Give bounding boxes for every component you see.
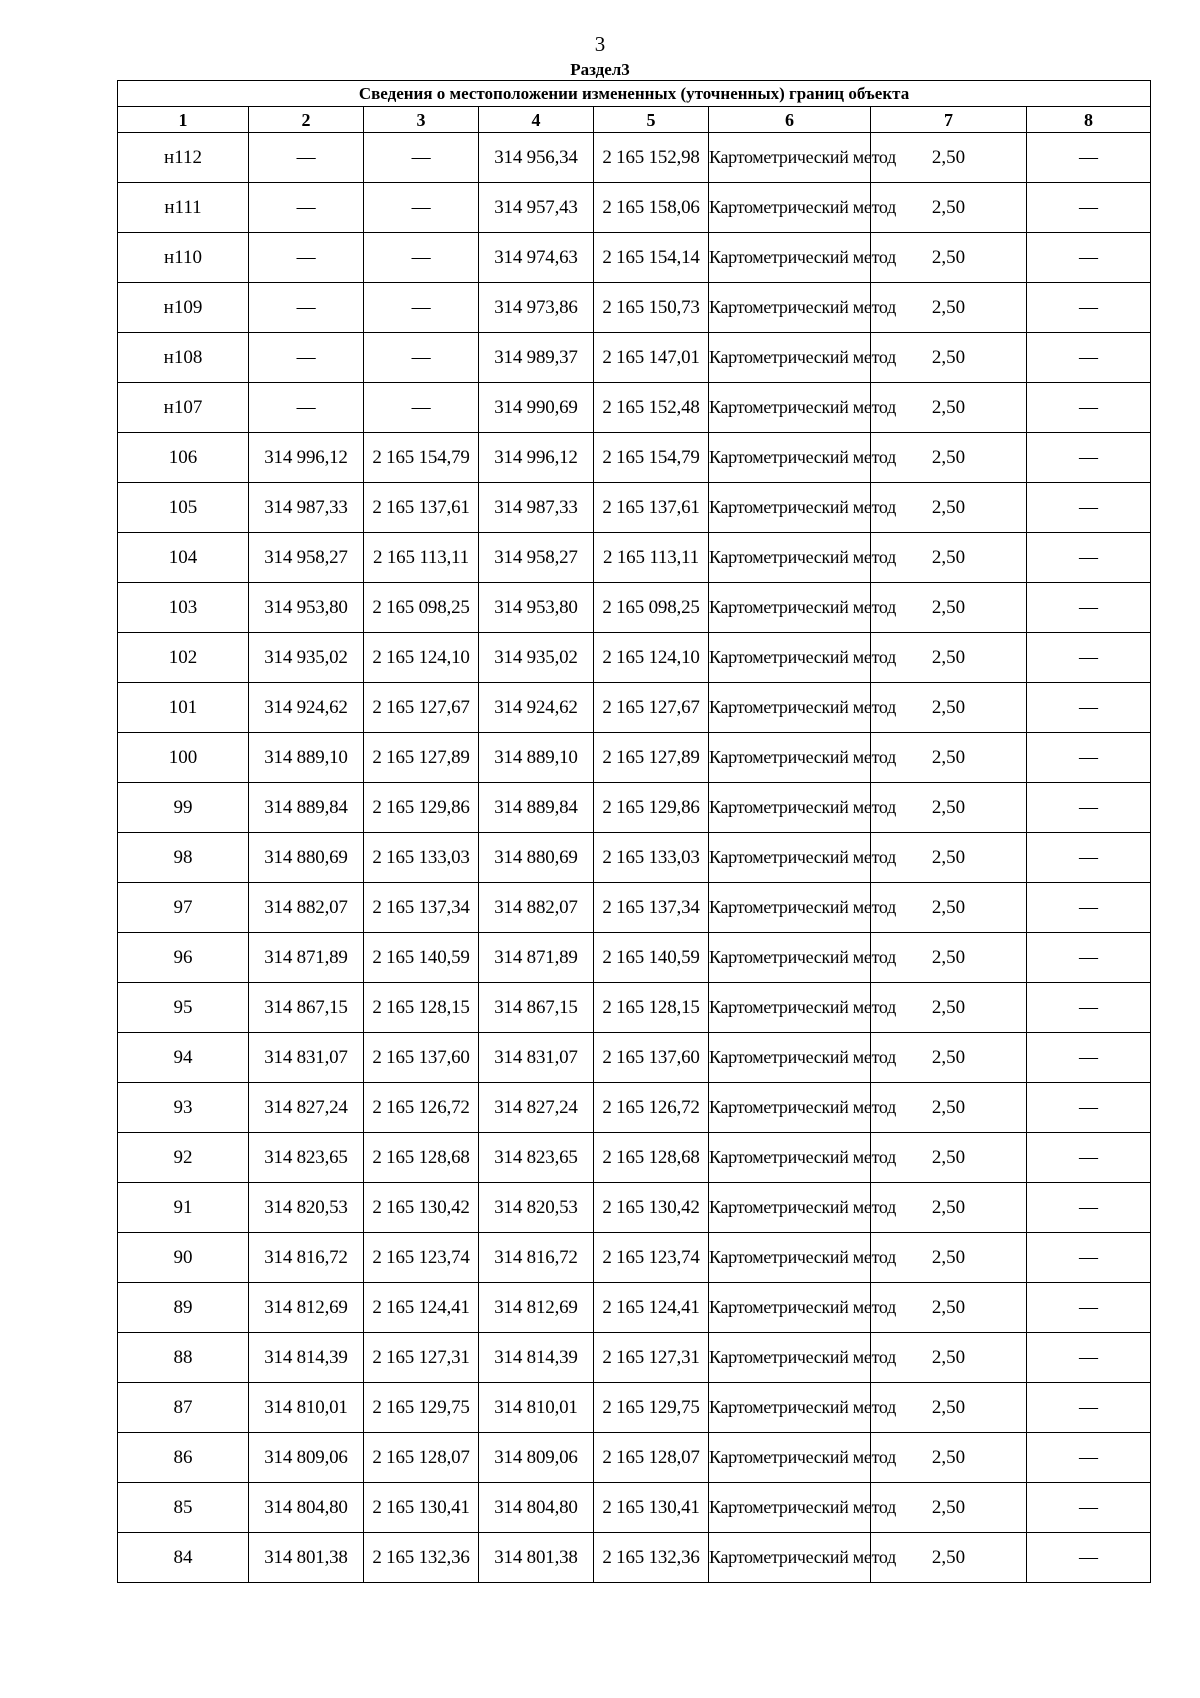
description-cell: — xyxy=(1027,1533,1151,1583)
old-y-cell: — xyxy=(364,183,479,233)
old-x-cell: 314 871,89 xyxy=(249,933,364,983)
old-x-cell: 314 882,07 xyxy=(249,883,364,933)
new-x-cell: 314 924,62 xyxy=(479,683,594,733)
column-header: 4 xyxy=(479,107,594,133)
description-cell: — xyxy=(1027,683,1151,733)
old-x-cell: 314 823,65 xyxy=(249,1133,364,1183)
page-number: 3 xyxy=(594,32,606,56)
precision-cell: 2,50 xyxy=(871,933,1027,983)
new-x-cell: 314 956,34 xyxy=(479,133,594,183)
new-y-cell: 2 165 137,61 xyxy=(594,483,709,533)
new-x-cell: 314 889,84 xyxy=(479,783,594,833)
table-row xyxy=(118,483,1151,533)
description-cell: — xyxy=(1027,1233,1151,1283)
point-number-cell: 102 xyxy=(118,633,249,683)
old-y-cell: 2 165 137,61 xyxy=(364,483,479,533)
precision-cell: 2,50 xyxy=(871,1083,1027,1133)
new-x-cell: 314 812,69 xyxy=(479,1283,594,1333)
description-cell: — xyxy=(1027,183,1151,233)
method-cell: Картометрический метод xyxy=(709,1133,871,1183)
table-row xyxy=(118,1183,1151,1233)
new-y-cell: 2 165 150,73 xyxy=(594,283,709,333)
precision-cell: 2,50 xyxy=(871,883,1027,933)
table-row xyxy=(118,233,1151,283)
table-row xyxy=(118,1283,1151,1333)
precision-cell: 2,50 xyxy=(871,583,1027,633)
new-x-cell: 314 957,43 xyxy=(479,183,594,233)
point-number-cell: 91 xyxy=(118,1183,249,1233)
new-x-cell: 314 935,02 xyxy=(479,633,594,683)
point-number-cell: 84 xyxy=(118,1533,249,1583)
old-x-cell: 314 820,53 xyxy=(249,1183,364,1233)
description-cell: — xyxy=(1027,1333,1151,1383)
table-row xyxy=(118,683,1151,733)
old-y-cell: 2 165 133,03 xyxy=(364,833,479,883)
new-x-cell: 314 831,07 xyxy=(479,1033,594,1083)
old-x-cell: 314 827,24 xyxy=(249,1083,364,1133)
method-cell: Картометрический метод xyxy=(709,1433,871,1483)
point-number-cell: 86 xyxy=(118,1433,249,1483)
method-cell: Картометрический метод xyxy=(709,1083,871,1133)
method-cell: Картометрический метод xyxy=(709,433,871,483)
new-x-cell: 314 987,33 xyxy=(479,483,594,533)
old-x-cell: 314 889,84 xyxy=(249,783,364,833)
new-x-cell: 314 953,80 xyxy=(479,583,594,633)
point-number-cell: 88 xyxy=(118,1333,249,1383)
new-x-cell: 314 814,39 xyxy=(479,1333,594,1383)
method-cell: Картометрический метод xyxy=(709,233,871,283)
table-header-row xyxy=(118,107,1151,133)
new-y-cell: 2 165 137,34 xyxy=(594,883,709,933)
point-number-cell: н109 xyxy=(118,283,249,333)
method-cell: Картометрический метод xyxy=(709,733,871,783)
table-row xyxy=(118,533,1151,583)
old-y-cell: — xyxy=(364,333,479,383)
new-x-cell: 314 827,24 xyxy=(479,1083,594,1133)
method-cell: Картометрический метод xyxy=(709,1233,871,1283)
old-x-cell: — xyxy=(249,133,364,183)
old-x-cell: 314 810,01 xyxy=(249,1383,364,1433)
method-cell: Картометрический метод xyxy=(709,533,871,583)
precision-cell: 2,50 xyxy=(871,233,1027,283)
point-number-cell: н107 xyxy=(118,383,249,433)
old-x-cell: 314 889,10 xyxy=(249,733,364,783)
new-y-cell: 2 165 158,06 xyxy=(594,183,709,233)
point-number-cell: 104 xyxy=(118,533,249,583)
description-cell: — xyxy=(1027,1433,1151,1483)
new-x-cell: 314 880,69 xyxy=(479,833,594,883)
description-cell: — xyxy=(1027,283,1151,333)
column-header: 2 xyxy=(249,107,364,133)
new-x-cell: 314 889,10 xyxy=(479,733,594,783)
old-y-cell: 2 165 123,74 xyxy=(364,1233,479,1283)
old-y-cell: 2 165 127,89 xyxy=(364,733,479,783)
old-x-cell: 314 880,69 xyxy=(249,833,364,883)
old-y-cell: 2 165 132,36 xyxy=(364,1533,479,1583)
point-number-cell: 97 xyxy=(118,883,249,933)
new-x-cell: 314 973,86 xyxy=(479,283,594,333)
method-cell: Картометрический метод xyxy=(709,283,871,333)
description-cell: — xyxy=(1027,1183,1151,1233)
point-number-cell: 85 xyxy=(118,1483,249,1533)
table-row xyxy=(118,583,1151,633)
new-x-cell: 314 871,89 xyxy=(479,933,594,983)
precision-cell: 2,50 xyxy=(871,683,1027,733)
point-number-cell: н108 xyxy=(118,333,249,383)
precision-cell: 2,50 xyxy=(871,383,1027,433)
point-number-cell: 101 xyxy=(118,683,249,733)
description-cell: — xyxy=(1027,883,1151,933)
description-cell: — xyxy=(1027,1033,1151,1083)
new-y-cell: 2 165 124,41 xyxy=(594,1283,709,1333)
table-row xyxy=(118,433,1151,483)
precision-cell: 2,50 xyxy=(871,1233,1027,1283)
table-row xyxy=(118,1483,1151,1533)
column-header: 8 xyxy=(1027,107,1151,133)
method-cell: Картометрический метод xyxy=(709,783,871,833)
point-number-cell: 96 xyxy=(118,933,249,983)
new-y-cell: 2 165 126,72 xyxy=(594,1083,709,1133)
table-row xyxy=(118,733,1151,783)
old-x-cell: — xyxy=(249,383,364,433)
table-row xyxy=(118,633,1151,683)
boundary-table xyxy=(117,80,1151,1583)
method-cell: Картометрический метод xyxy=(709,583,871,633)
new-y-cell: 2 165 152,48 xyxy=(594,383,709,433)
method-cell: Картометрический метод xyxy=(709,933,871,983)
new-y-cell: 2 165 133,03 xyxy=(594,833,709,883)
description-cell: — xyxy=(1027,733,1151,783)
old-x-cell: 314 809,06 xyxy=(249,1433,364,1483)
description-cell: — xyxy=(1027,633,1151,683)
new-y-cell: 2 165 128,68 xyxy=(594,1133,709,1183)
point-number-cell: 92 xyxy=(118,1133,249,1183)
table-row xyxy=(118,1533,1151,1583)
new-y-cell: 2 165 147,01 xyxy=(594,333,709,383)
method-cell: Картометрический метод xyxy=(709,483,871,533)
description-cell: — xyxy=(1027,1483,1151,1533)
table-row xyxy=(118,1083,1151,1133)
section-title: Раздел3 xyxy=(570,60,630,79)
point-number-cell: 100 xyxy=(118,733,249,783)
old-x-cell: 314 935,02 xyxy=(249,633,364,683)
point-number-cell: 98 xyxy=(118,833,249,883)
new-y-cell: 2 165 127,31 xyxy=(594,1333,709,1383)
description-cell: — xyxy=(1027,783,1151,833)
table-row xyxy=(118,1383,1151,1433)
point-number-cell: 93 xyxy=(118,1083,249,1133)
method-cell: Картометрический метод xyxy=(709,133,871,183)
new-y-cell: 2 165 129,75 xyxy=(594,1383,709,1433)
description-cell: — xyxy=(1027,983,1151,1033)
precision-cell: 2,50 xyxy=(871,1383,1027,1433)
method-cell: Картометрический метод xyxy=(709,833,871,883)
description-cell: — xyxy=(1027,833,1151,883)
point-number-cell: 94 xyxy=(118,1033,249,1083)
new-x-cell: 314 809,06 xyxy=(479,1433,594,1483)
old-x-cell: 314 924,62 xyxy=(249,683,364,733)
table-row xyxy=(118,883,1151,933)
point-number-cell: 106 xyxy=(118,433,249,483)
precision-cell: 2,50 xyxy=(871,1033,1027,1083)
description-cell: — xyxy=(1027,233,1151,283)
description-cell: — xyxy=(1027,533,1151,583)
method-cell: Картометрический метод xyxy=(709,1333,871,1383)
old-x-cell: 314 812,69 xyxy=(249,1283,364,1333)
table-body xyxy=(118,133,1151,1583)
method-cell: Картометрический метод xyxy=(709,633,871,683)
precision-cell: 2,50 xyxy=(871,783,1027,833)
method-cell: Картометрический метод xyxy=(709,183,871,233)
new-x-cell: 314 867,15 xyxy=(479,983,594,1033)
method-cell: Картометрический метод xyxy=(709,883,871,933)
new-x-cell: 314 974,63 xyxy=(479,233,594,283)
description-cell: — xyxy=(1027,1083,1151,1133)
table-caption: Сведения о местоположении измененных (уточненных) границ объекта xyxy=(118,81,1151,107)
point-number-cell: н110 xyxy=(118,233,249,283)
column-header: 7 xyxy=(871,107,1027,133)
column-header: 3 xyxy=(364,107,479,133)
table-row xyxy=(118,1133,1151,1183)
new-y-cell: 2 165 123,74 xyxy=(594,1233,709,1283)
precision-cell: 2,50 xyxy=(871,283,1027,333)
old-x-cell: 314 996,12 xyxy=(249,433,364,483)
old-y-cell: 2 165 124,41 xyxy=(364,1283,479,1333)
new-y-cell: 2 165 132,36 xyxy=(594,1533,709,1583)
description-cell: — xyxy=(1027,433,1151,483)
new-x-cell: 314 996,12 xyxy=(479,433,594,483)
point-number-cell: 105 xyxy=(118,483,249,533)
precision-cell: 2,50 xyxy=(871,833,1027,883)
new-y-cell: 2 165 127,89 xyxy=(594,733,709,783)
old-x-cell: 314 831,07 xyxy=(249,1033,364,1083)
old-y-cell: 2 165 124,10 xyxy=(364,633,479,683)
precision-cell: 2,50 xyxy=(871,1533,1027,1583)
new-x-cell: 314 823,65 xyxy=(479,1133,594,1183)
old-y-cell: 2 165 128,07 xyxy=(364,1433,479,1483)
old-y-cell: 2 165 113,11 xyxy=(364,533,479,583)
point-number-cell: 87 xyxy=(118,1383,249,1433)
method-cell: Картометрический метод xyxy=(709,1283,871,1333)
new-y-cell: 2 165 130,41 xyxy=(594,1483,709,1533)
point-number-cell: 89 xyxy=(118,1283,249,1333)
table-row xyxy=(118,1433,1151,1483)
old-y-cell: — xyxy=(364,233,479,283)
new-x-cell: 314 816,72 xyxy=(479,1233,594,1283)
table-row xyxy=(118,383,1151,433)
new-y-cell: 2 165 154,14 xyxy=(594,233,709,283)
old-y-cell: — xyxy=(364,283,479,333)
description-cell: — xyxy=(1027,483,1151,533)
table-row xyxy=(118,933,1151,983)
method-cell: Картометрический метод xyxy=(709,1383,871,1433)
description-cell: — xyxy=(1027,933,1151,983)
new-y-cell: 2 165 130,42 xyxy=(594,1183,709,1233)
old-y-cell: 2 165 128,15 xyxy=(364,983,479,1033)
description-cell: — xyxy=(1027,333,1151,383)
precision-cell: 2,50 xyxy=(871,1333,1027,1383)
old-x-cell: 314 987,33 xyxy=(249,483,364,533)
old-x-cell: — xyxy=(249,283,364,333)
column-header: 1 xyxy=(118,107,249,133)
column-header: 6 xyxy=(709,107,871,133)
old-y-cell: 2 165 098,25 xyxy=(364,583,479,633)
new-x-cell: 314 810,01 xyxy=(479,1383,594,1433)
old-y-cell: 2 165 130,42 xyxy=(364,1183,479,1233)
method-cell: Картометрический метод xyxy=(709,1183,871,1233)
table-row xyxy=(118,783,1151,833)
description-cell: — xyxy=(1027,133,1151,183)
table-row xyxy=(118,283,1151,333)
table-row xyxy=(118,133,1151,183)
old-x-cell: 314 953,80 xyxy=(249,583,364,633)
precision-cell: 2,50 xyxy=(871,1433,1027,1483)
point-number-cell: н111 xyxy=(118,183,249,233)
new-y-cell: 2 165 128,07 xyxy=(594,1433,709,1483)
table-row xyxy=(118,183,1151,233)
precision-cell: 2,50 xyxy=(871,1483,1027,1533)
old-x-cell: 314 804,80 xyxy=(249,1483,364,1533)
new-y-cell: 2 165 098,25 xyxy=(594,583,709,633)
old-x-cell: 314 958,27 xyxy=(249,533,364,583)
description-cell: — xyxy=(1027,383,1151,433)
new-y-cell: 2 165 137,60 xyxy=(594,1033,709,1083)
new-y-cell: 2 165 129,86 xyxy=(594,783,709,833)
precision-cell: 2,50 xyxy=(871,983,1027,1033)
table-row xyxy=(118,983,1151,1033)
new-x-cell: 314 801,38 xyxy=(479,1533,594,1583)
precision-cell: 2,50 xyxy=(871,483,1027,533)
new-y-cell: 2 165 127,67 xyxy=(594,683,709,733)
new-y-cell: 2 165 152,98 xyxy=(594,133,709,183)
new-y-cell: 2 165 128,15 xyxy=(594,983,709,1033)
new-y-cell: 2 165 113,11 xyxy=(594,533,709,583)
new-y-cell: 2 165 154,79 xyxy=(594,433,709,483)
old-x-cell: — xyxy=(249,183,364,233)
point-number-cell: н112 xyxy=(118,133,249,183)
old-y-cell: 2 165 127,31 xyxy=(364,1333,479,1383)
table-caption-row xyxy=(118,81,1151,107)
point-number-cell: 103 xyxy=(118,583,249,633)
precision-cell: 2,50 xyxy=(871,1133,1027,1183)
old-y-cell: 2 165 127,67 xyxy=(364,683,479,733)
old-y-cell: 2 165 130,41 xyxy=(364,1483,479,1533)
precision-cell: 2,50 xyxy=(871,533,1027,583)
table-row xyxy=(118,1333,1151,1383)
old-y-cell: 2 165 129,86 xyxy=(364,783,479,833)
point-number-cell: 99 xyxy=(118,783,249,833)
precision-cell: 2,50 xyxy=(871,133,1027,183)
method-cell: Картометрический метод xyxy=(709,383,871,433)
table-row xyxy=(118,1033,1151,1083)
old-y-cell: 2 165 129,75 xyxy=(364,1383,479,1433)
precision-cell: 2,50 xyxy=(871,333,1027,383)
old-x-cell: — xyxy=(249,333,364,383)
new-x-cell: 314 990,69 xyxy=(479,383,594,433)
method-cell: Картометрический метод xyxy=(709,983,871,1033)
old-y-cell: 2 165 126,72 xyxy=(364,1083,479,1133)
method-cell: Картометрический метод xyxy=(709,1483,871,1533)
description-cell: — xyxy=(1027,1133,1151,1183)
table-row xyxy=(118,333,1151,383)
table-row xyxy=(118,833,1151,883)
point-number-cell: 90 xyxy=(118,1233,249,1283)
new-x-cell: 314 882,07 xyxy=(479,883,594,933)
column-header: 5 xyxy=(594,107,709,133)
old-y-cell: 2 165 137,60 xyxy=(364,1033,479,1083)
old-y-cell: 2 165 154,79 xyxy=(364,433,479,483)
new-y-cell: 2 165 140,59 xyxy=(594,933,709,983)
method-cell: Картометрический метод xyxy=(709,683,871,733)
precision-cell: 2,50 xyxy=(871,433,1027,483)
new-x-cell: 314 820,53 xyxy=(479,1183,594,1233)
new-x-cell: 314 989,37 xyxy=(479,333,594,383)
precision-cell: 2,50 xyxy=(871,1183,1027,1233)
description-cell: — xyxy=(1027,1283,1151,1333)
method-cell: Картометрический метод xyxy=(709,1533,871,1583)
old-x-cell: 314 801,38 xyxy=(249,1533,364,1583)
precision-cell: 2,50 xyxy=(871,183,1027,233)
method-cell: Картометрический метод xyxy=(709,1033,871,1083)
precision-cell: 2,50 xyxy=(871,1283,1027,1333)
old-x-cell: 314 816,72 xyxy=(249,1233,364,1283)
description-cell: — xyxy=(1027,1383,1151,1433)
point-number-cell: 95 xyxy=(118,983,249,1033)
old-x-cell: 314 814,39 xyxy=(249,1333,364,1383)
new-y-cell: 2 165 124,10 xyxy=(594,633,709,683)
old-y-cell: — xyxy=(364,383,479,433)
new-x-cell: 314 958,27 xyxy=(479,533,594,583)
precision-cell: 2,50 xyxy=(871,633,1027,683)
old-y-cell: — xyxy=(364,133,479,183)
old-x-cell: — xyxy=(249,233,364,283)
method-cell: Картометрический метод xyxy=(709,333,871,383)
old-y-cell: 2 165 137,34 xyxy=(364,883,479,933)
precision-cell: 2,50 xyxy=(871,733,1027,783)
old-x-cell: 314 867,15 xyxy=(249,983,364,1033)
old-y-cell: 2 165 128,68 xyxy=(364,1133,479,1183)
new-x-cell: 314 804,80 xyxy=(479,1483,594,1533)
old-y-cell: 2 165 140,59 xyxy=(364,933,479,983)
table-row xyxy=(118,1233,1151,1283)
description-cell: — xyxy=(1027,583,1151,633)
